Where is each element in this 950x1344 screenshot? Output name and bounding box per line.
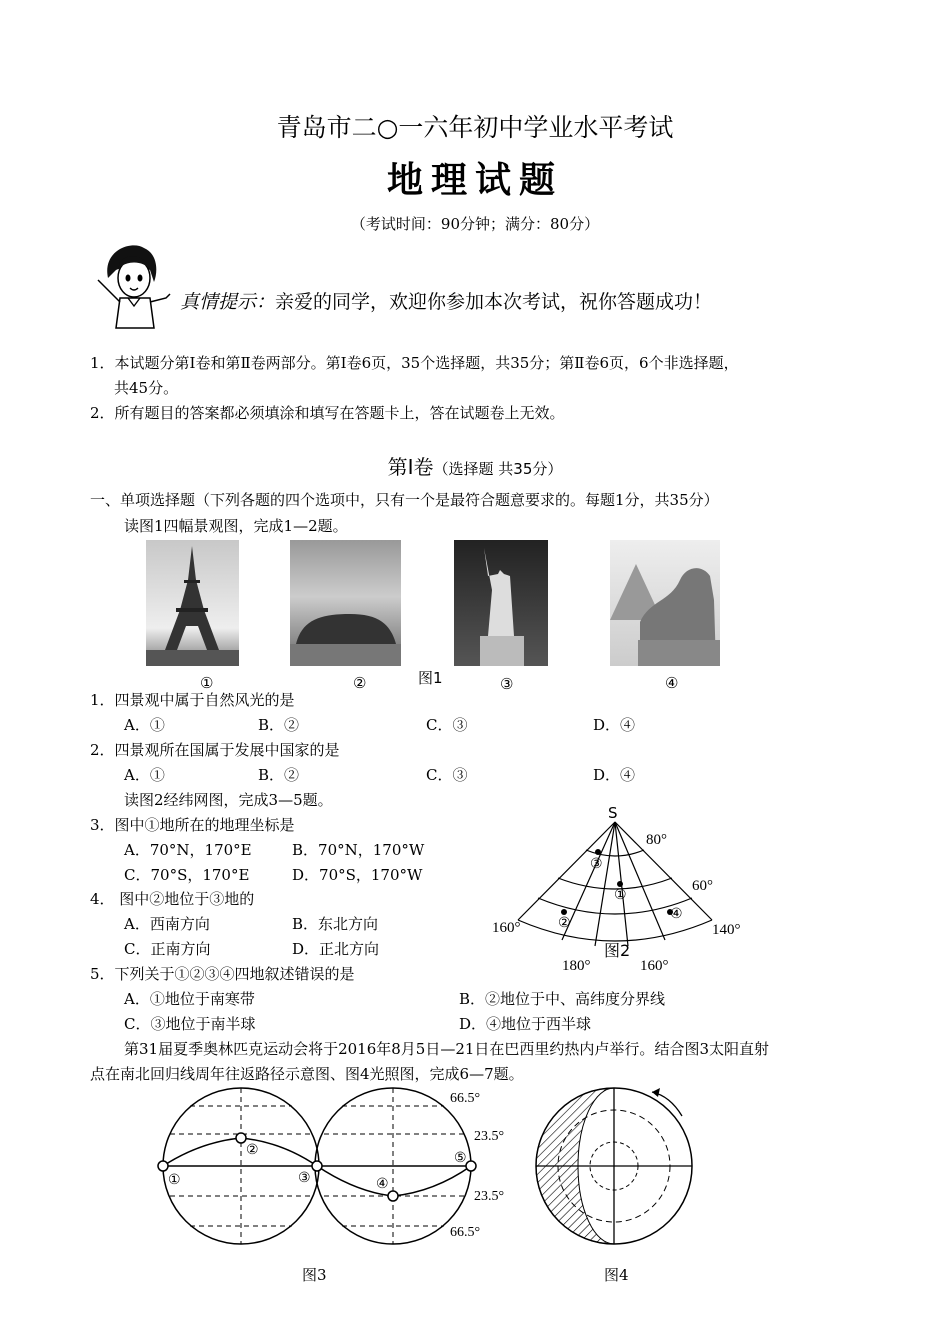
section-name: 第Ⅰ卷 [387,455,434,479]
q3-option-b: B．70°N，170°W [292,841,425,859]
section-sub: （选择题 共35分） [433,460,563,478]
q5-option-a: A．①地位于南寒带 [124,990,255,1008]
fig2-point-3-dot [595,849,601,855]
figure-3-sun-path [150,1084,530,1250]
fig1-label-1: ① [200,674,214,692]
note-1: 1．本试题分第Ⅰ卷和第Ⅱ卷两部分。第Ⅰ卷6页，35个选择题，共35分；第Ⅱ卷6页，6个非选择题， [90,354,739,372]
fig1-caption: 图1 [418,669,443,687]
passage-line-1: 第31届夏季奥林匹克运动会将于2016年8月5日—21日在巴西里约热内卢举行。结合图3太阳直射 [124,1040,769,1058]
q2-option-c: C．③ [426,766,468,784]
fig2-intro: 读图2经纬网图，完成3—5题。 [124,791,333,809]
section-title [0,451,950,480]
fig2-pole-label: S [608,804,618,822]
photo-uluru-rock [290,540,401,666]
fig4-caption: 图4 [604,1266,629,1284]
q4-option-b: B．东北方向 [292,915,379,933]
q1-option-d: D．④ [593,716,636,734]
fig2-lon-160-left: 160° [492,920,521,936]
part-heading: 一、单项选择题（下列各题的四个选项中，只有一个是最符合题意要求的。每题1分，共35分） [90,491,719,509]
photo-eiffel-tower [146,540,239,666]
fig3-lat-66-south: 66.5° [450,1225,481,1240]
note-1-cont: 共45分。 [114,379,179,397]
fig1-intro: 读图1四幅景观图，完成1—2题。 [124,517,348,535]
q2-stem: 2．四景观所在国属于发展中国家的是 [90,741,340,759]
q3-option-d: D．70°S，170°W [292,866,423,884]
fig2-lon-160-right: 160° [640,958,669,974]
fig2-point-2: ② [558,915,571,931]
fig3-point-2: ② [246,1142,259,1158]
note-2: 2．所有题目的答案都必须填涂和填写在答题卡上，答在试题卷上无效。 [90,404,565,422]
tip-line [180,287,712,314]
fig3-lat-23-south: 23.5° [474,1189,505,1204]
q4-option-c: C．正南方向 [124,940,211,958]
fig2-point-1: ① [614,887,627,903]
q2-option-a: A．① [124,766,165,784]
q1-stem: 1．四景观中属于自然风光的是 [90,691,295,709]
q3-option-c: C．70°S，170°E [124,866,250,884]
fig2-lon-140: 140° [712,922,741,938]
q4-option-d: D．正北方向 [292,940,380,958]
tip-label: 真情提示： [180,291,276,313]
q5-option-c: C．③地位于南半球 [124,1015,256,1033]
photo-sphinx-pyramid [610,540,720,666]
fig3-sun-icons [158,1133,476,1201]
q2-option-b: B．② [258,766,300,784]
fig1-label-3: ③ [500,675,514,693]
q1-option-b: B．② [258,716,300,734]
subject-title: 地理试题 [386,160,563,201]
photo-statue-of-liberty [454,540,548,666]
fig3-caption: 图3 [302,1266,327,1284]
q5-stem: 5．下列关于①②③④四地叙述错误的是 [90,965,355,983]
q2-option-d: D．④ [593,766,636,784]
fig3-point-5: ⑤ [454,1150,467,1166]
fig2-point-3: ③ [590,856,603,872]
passage-line-2: 点在南北回归线周年往返路径示意图、图4光照图，完成6—7题。 [90,1065,524,1083]
q4-stem: 4． 图中②地位于③地的 [90,890,255,908]
q1-option-a: A．① [124,716,165,734]
fig2-lon-180: 180° [562,958,591,974]
mascot-girl-icon [92,240,172,332]
tip-text: 亲爱的同学，欢迎你参加本次考试，祝你答题成功！ [275,291,713,313]
fig3-lat-66-north: 66.5° [450,1091,481,1106]
fig3-lat-23-north: 23.5° [474,1129,505,1144]
q5-option-b: B．②地位于中、高纬度分界线 [459,990,666,1008]
exam-title: 青岛市二○一六年初中学业水平考试 [276,113,674,142]
fig3-point-1: ① [168,1172,181,1188]
figure-2-graticule [480,800,770,980]
fig2-point-4: ④ [670,906,683,922]
fig2-lat-60: 60° [692,878,713,894]
q3-stem: 3．图中①地所在的地理坐标是 [90,816,295,834]
q1-option-c: C．③ [426,716,468,734]
q4-option-a: A．西南方向 [124,915,210,933]
time-info: （考试时间：90分钟；满分：80分） [350,215,600,233]
fig3-point-3: ③ [298,1170,311,1186]
figure-4-illumination [534,1084,698,1250]
fig2-lat-80: 80° [646,832,667,848]
fig1-label-2: ② [353,674,367,692]
fig3-point-4: ④ [376,1176,389,1192]
q3-option-a: A．70°N，170°E [124,841,252,859]
q5-option-d: D．④地位于西半球 [459,1015,592,1033]
fig1-label-4: ④ [665,674,679,692]
fig2-caption: 图2 [604,941,631,960]
